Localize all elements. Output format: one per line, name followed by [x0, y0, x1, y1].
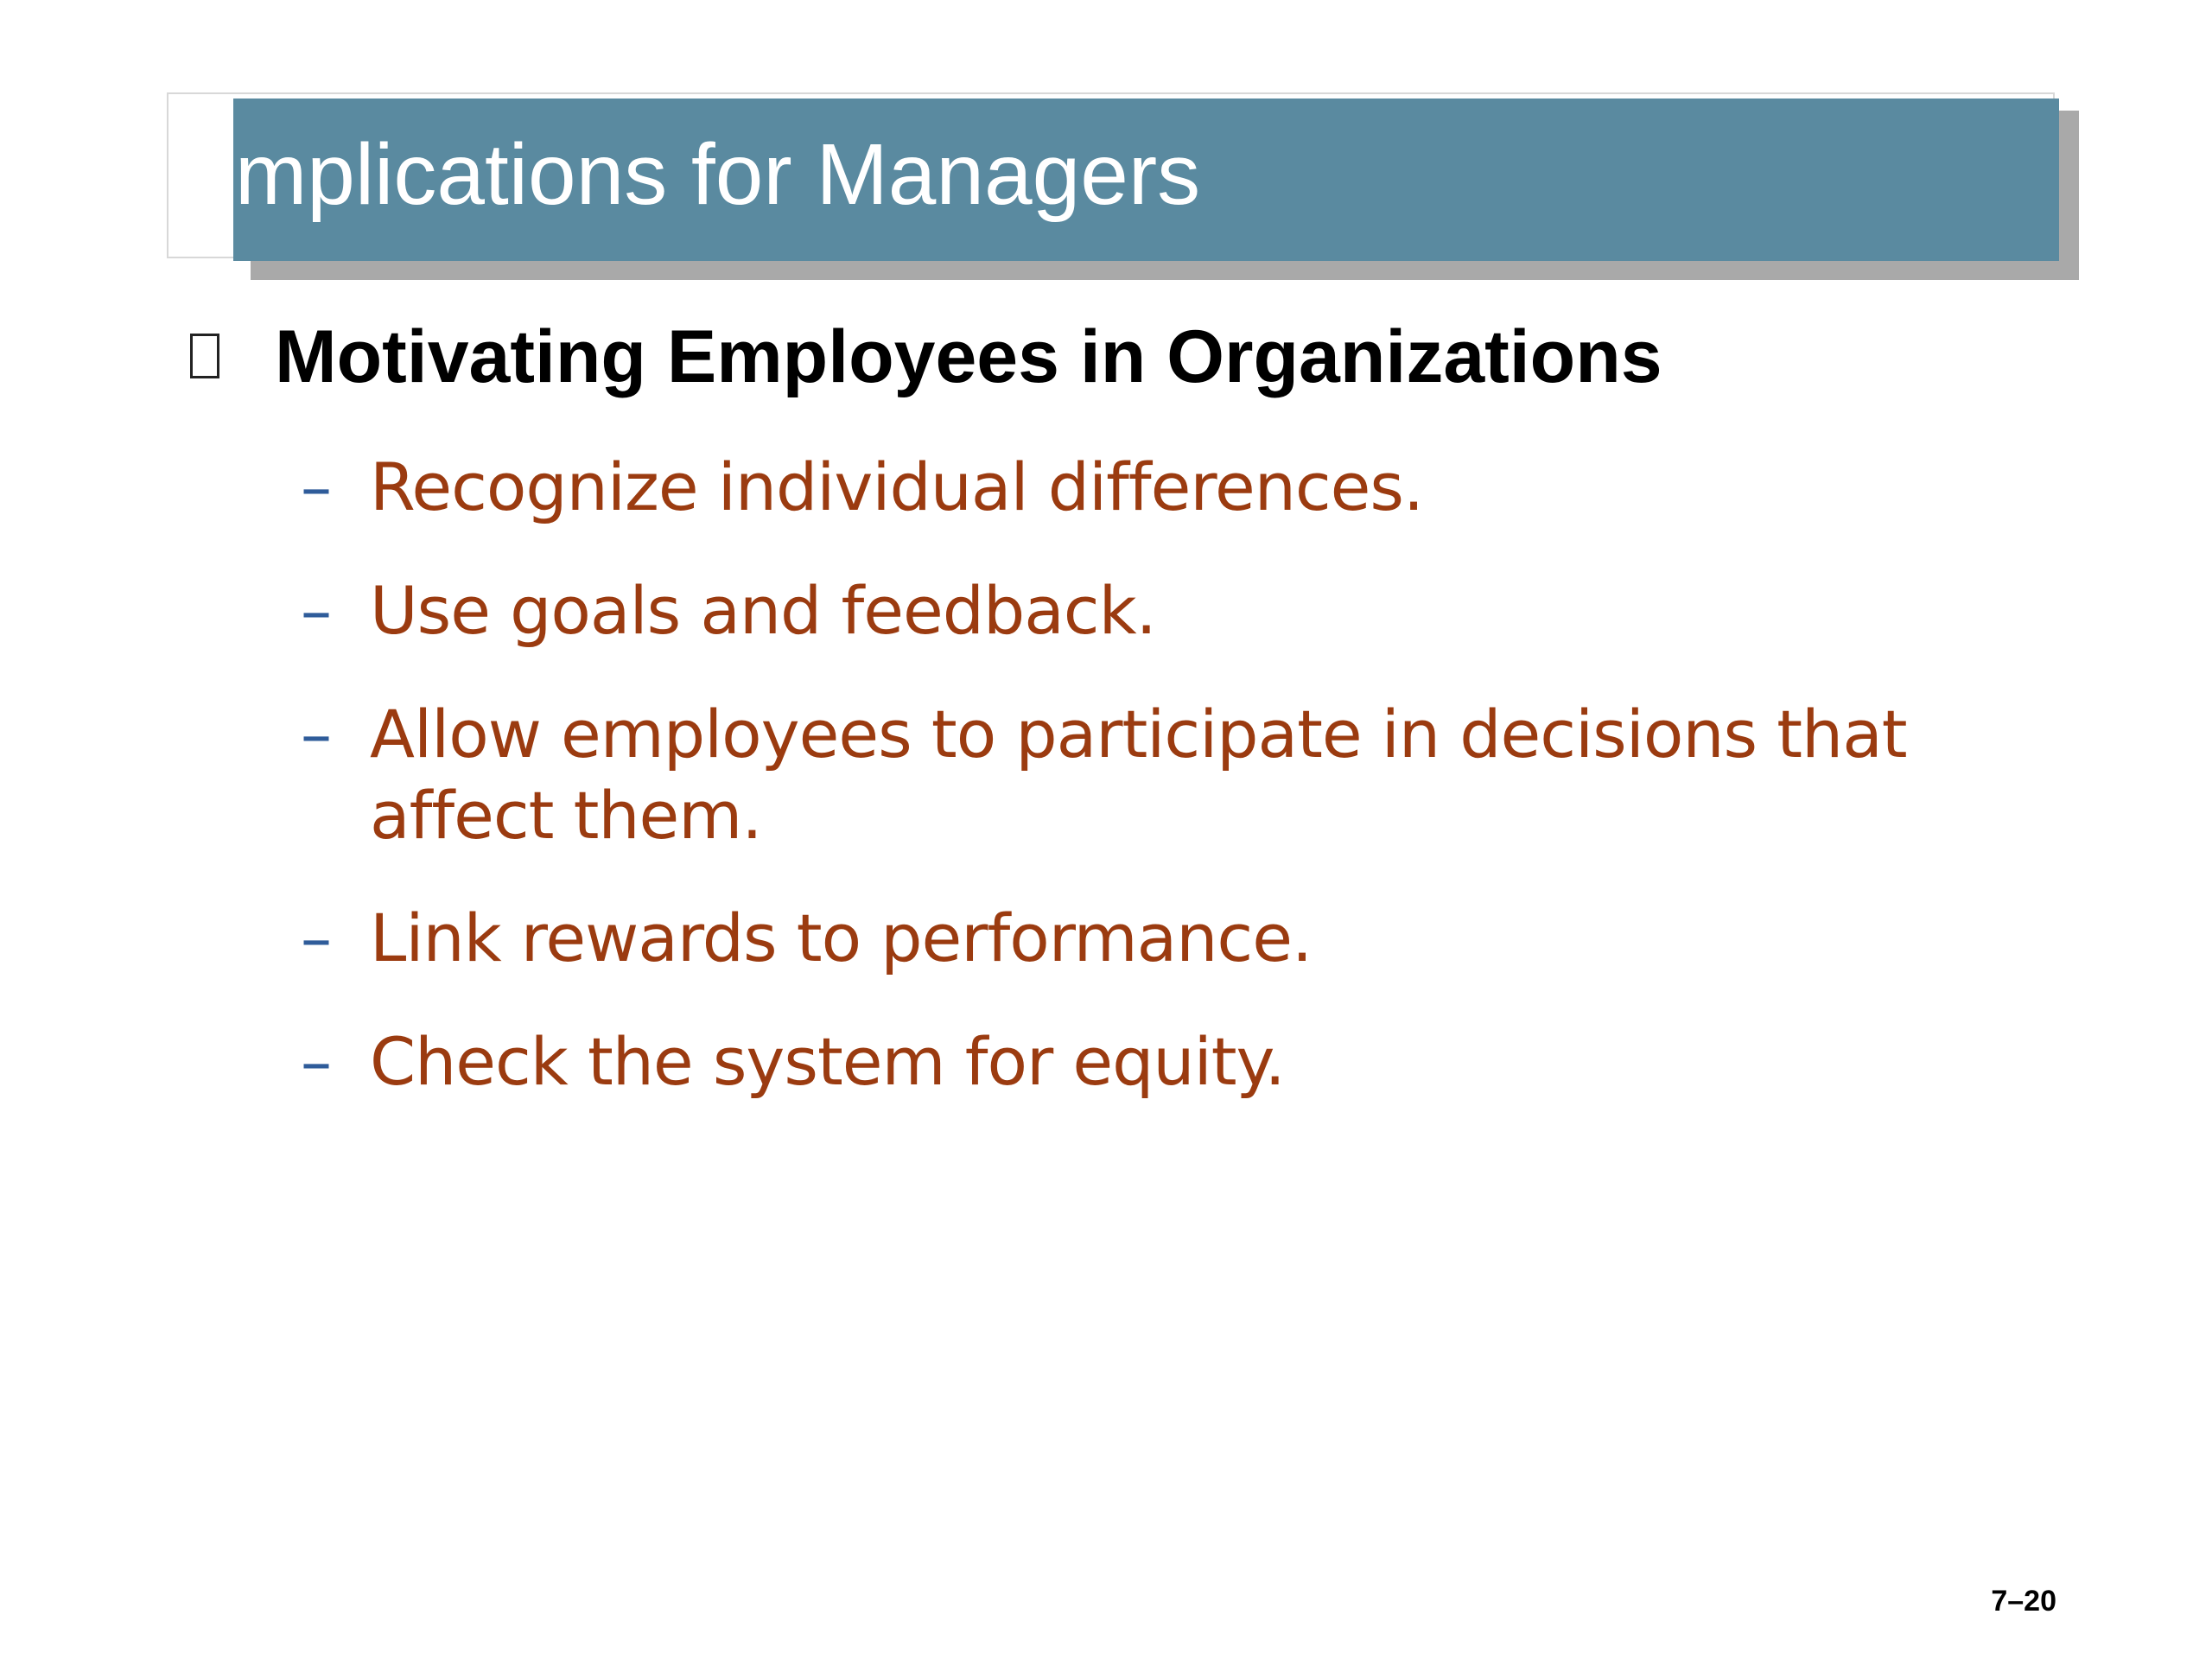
dash-bullet: – [301, 902, 332, 975]
list-item-text: Use goals and feedback. [370, 572, 1156, 649]
hollow-square-bullet-icon [190, 334, 219, 378]
list-item-text: Link rewards to performance. [370, 899, 1313, 976]
dash-bullet: – [301, 698, 332, 771]
list-item-text: Allow employees to participate in decisions that affect them. [370, 696, 1907, 854]
main-heading: Motivating Employees in Organizations [275, 315, 1662, 398]
title-bar [233, 99, 2059, 261]
list-item-text: Check the system for equity. [370, 1023, 1285, 1100]
slide-title: mplications for Managers [235, 126, 1201, 223]
dash-bullet: – [301, 1026, 332, 1098]
dash-bullet: – [301, 451, 332, 524]
slide-number: 7–20 [1991, 1585, 2056, 1618]
dash-bullet: – [301, 575, 332, 647]
list-item-text: Recognize individual differences. [370, 448, 1424, 525]
